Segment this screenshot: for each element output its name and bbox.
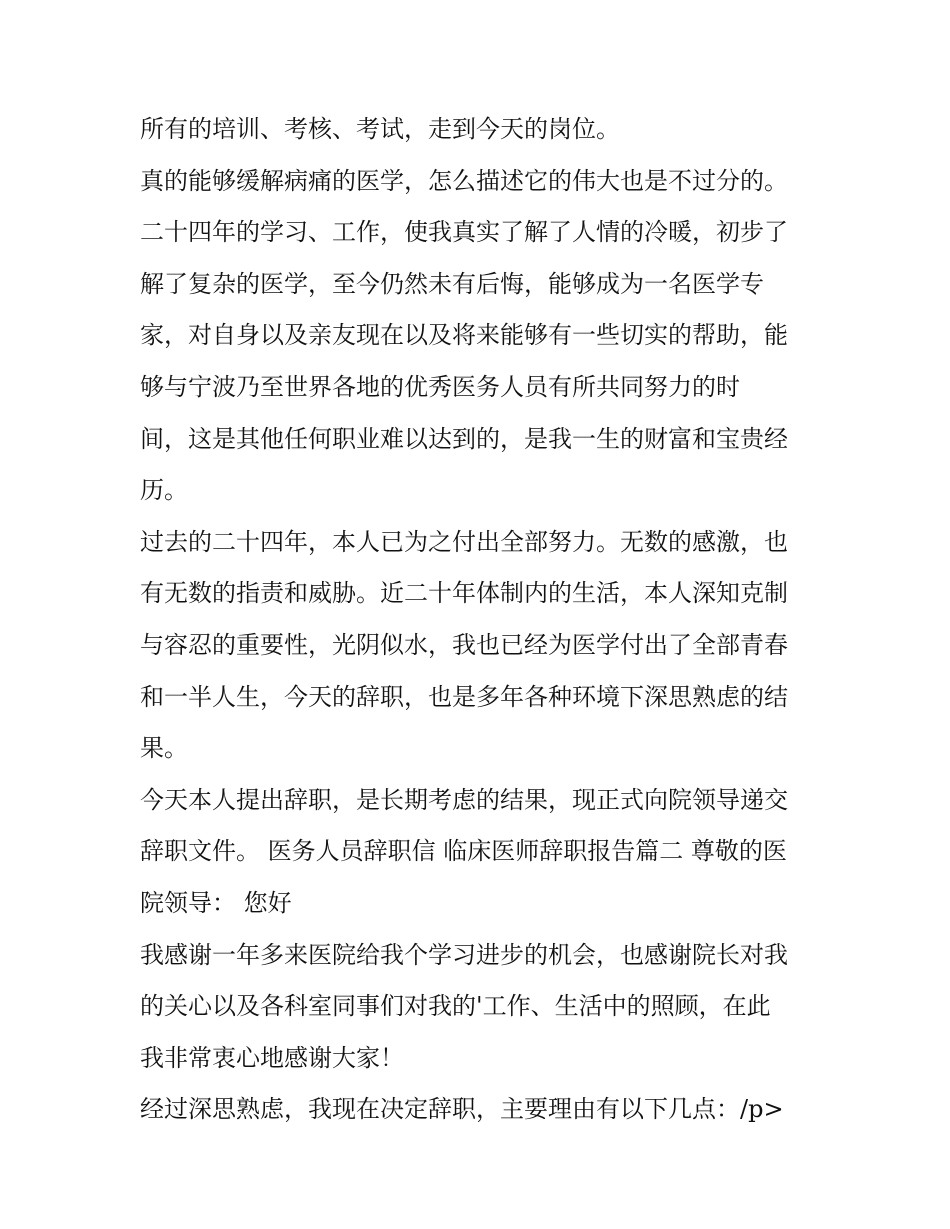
document-body bbox=[140, 104, 820, 1136]
text-line: 过去的二十四年，本人已为之付出全部努力。无数的感激，也 bbox=[140, 527, 788, 556]
text-line: 与容忍的重要性，光阴似水，我也已经为医学付出了全部青春 bbox=[140, 630, 788, 659]
text-line: 和一半人生，今天的辞职，也是多年各种环境下深思熟虑的结 bbox=[140, 682, 788, 711]
text-line: 今天本人提出辞职，是长期考虑的结果，现正式向院领导递交 bbox=[140, 785, 788, 814]
text-line: 我感谢一年多来医院给我个学习进步的机会，也感谢院长对我 bbox=[140, 940, 788, 969]
text-line: 历。 bbox=[140, 476, 188, 505]
text-line: 所有的培训、考核、考试，走到今天的岗位。 bbox=[140, 115, 620, 143]
text-line: 真的能够缓解病痛的医学，怎么描述它的伟大也是不过分的。 bbox=[140, 166, 788, 195]
text-line: 有无数的指责和威胁。近二十年体制内的生活，本人深知克制 bbox=[140, 579, 788, 608]
text-line: 家，对自身以及亲友现在以及将来能够有一些切实的帮助，能 bbox=[140, 321, 788, 350]
text-line: 院领导： 您好 bbox=[140, 888, 292, 917]
text-line: 间，这是其他任何职业难以达到的，是我一生的财富和宝贵经 bbox=[140, 424, 788, 453]
text-line: 经过深思熟虑，我现在决定辞职，主要理由有以下几点：/p> bbox=[140, 1095, 784, 1124]
text-line: 辞职文件。 医务人员辞职信 临床医师辞职报告篇二 尊敬的医 bbox=[140, 837, 787, 866]
text-line: 我非常衷心地感谢大家！ bbox=[140, 1043, 404, 1072]
text-line: 果。 bbox=[140, 734, 188, 763]
text-line: 的关心以及各科室同事们对我的'工作、生活中的照顾，在此 bbox=[140, 992, 771, 1021]
text-line: 解了复杂的医学，至今仍然未有后悔，能够成为一名医学专 bbox=[140, 269, 764, 298]
text-line: 二十四年的学习、工作，使我真实了解了人情的冷暖，初步了 bbox=[140, 218, 788, 247]
text-line: 够与宁波乃至世界各地的优秀医务人员有所共同努力的时 bbox=[140, 372, 740, 401]
